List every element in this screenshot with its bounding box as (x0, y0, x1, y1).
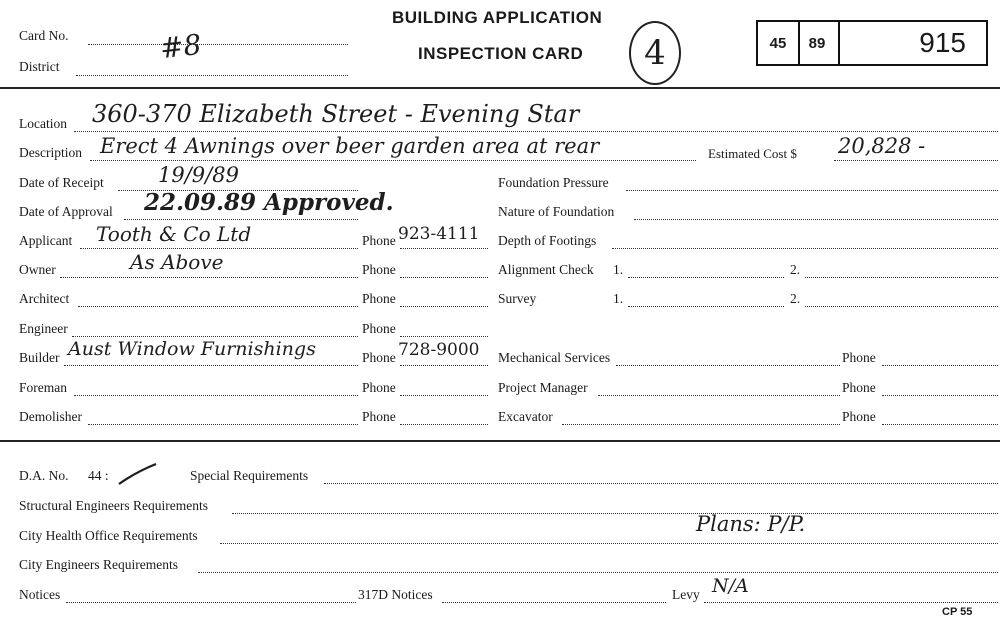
structural-label: Structural Engineers Requirements (19, 498, 208, 513)
applicant-phone-label: Phone (362, 233, 396, 248)
da-no-label: D.A. No. (19, 468, 69, 483)
excavator-phone-label: Phone (842, 409, 876, 424)
alignment-check-2: 2. (790, 262, 801, 277)
alignment-check-1: 1. (613, 262, 624, 277)
project-manager-label: Project Manager (498, 380, 588, 395)
engineer-label: Engineer (19, 321, 68, 336)
alignment-check-2-line (805, 277, 998, 278)
architect-line (78, 306, 358, 307)
location-value: 360-370 Elizabeth Street - Evening Star (92, 100, 580, 128)
number-box-1: 45 (756, 20, 800, 66)
da-no-value: 44 : (88, 468, 109, 483)
description-line (90, 160, 696, 161)
estimated-cost-label: Estimated Cost $ (708, 146, 797, 161)
engineer-phone-line (400, 336, 488, 337)
nature-foundation-line (634, 219, 998, 220)
levy-line (704, 602, 998, 603)
builder-phone-line (400, 365, 488, 366)
excavator-phone-line (882, 424, 998, 425)
foreman-label: Foreman (19, 380, 67, 395)
demolisher-label: Demolisher (19, 409, 82, 424)
mechanical-label: Mechanical Services (498, 350, 611, 365)
nature-foundation-label: Nature of Foundation (498, 204, 615, 219)
architect-label: Architect (19, 291, 70, 306)
special-requirements-label: Special Requirements (190, 468, 309, 483)
depth-footings-line (612, 248, 998, 249)
city-engineers-line (198, 572, 998, 573)
health-line (220, 543, 998, 544)
form-title-line2: INSPECTION CARD (418, 44, 584, 63)
excavator-label: Excavator (498, 409, 553, 424)
mechanical-line (616, 365, 840, 366)
alignment-check-1-line (628, 277, 784, 278)
builder-phone-label: Phone (362, 350, 396, 365)
estimated-cost-value: 20,828 - (838, 134, 926, 158)
estimated-cost-line (834, 160, 998, 161)
levy-label: Levy (672, 587, 700, 602)
applicant-value: Tooth & Co Ltd (96, 222, 252, 246)
demolisher-phone-line (400, 424, 488, 425)
owner-line (60, 277, 358, 278)
notices-line (66, 602, 356, 603)
foreman-phone-line (400, 395, 488, 396)
notices-317d-label: 317D Notices (358, 587, 433, 602)
district-line (76, 75, 348, 76)
approval-line (124, 219, 358, 220)
foreman-line (74, 395, 358, 396)
survey-2: 2. (790, 291, 801, 306)
project-manager-phone-line (882, 395, 998, 396)
structural-line (232, 513, 998, 514)
circled-number-value: 4 (644, 33, 666, 73)
builder-label: Builder (19, 350, 60, 365)
approval-value: 22.09.89 Approved. (144, 189, 394, 216)
architect-phone-line (400, 306, 488, 307)
project-manager-phone-label: Phone (842, 380, 876, 395)
receipt-value: 19/9/89 (158, 163, 239, 187)
builder-value: Aust Window Furnishings (68, 338, 316, 360)
circled-number (629, 21, 681, 85)
form-title-line1: BUILDING APPLICATION (392, 8, 603, 27)
survey-1: 1. (613, 291, 624, 306)
owner-phone-label: Phone (362, 262, 396, 277)
mechanical-phone-line (882, 365, 998, 366)
top-rule (0, 87, 1000, 89)
owner-value: As Above (130, 250, 224, 274)
card-no-value: #8 (158, 27, 203, 66)
notices-label: Notices (19, 587, 61, 602)
middle-rule (0, 440, 1000, 442)
demolisher-phone-label: Phone (362, 409, 396, 424)
applicant-phone-value: 923-4111 (398, 224, 480, 244)
engineer-line (72, 336, 358, 337)
notices-317d-line (442, 602, 666, 603)
builder-line (64, 365, 358, 366)
foreman-phone-label: Phone (362, 380, 396, 395)
number-box-3 (838, 20, 988, 66)
number-box-2: 89 (796, 20, 840, 66)
special-requirements-line (324, 483, 998, 484)
excavator-line (562, 424, 840, 425)
alignment-check-label: Alignment Check (498, 262, 594, 277)
survey-1-line (628, 306, 784, 307)
location-label: Location (19, 116, 67, 131)
form-code: CP 55 (942, 606, 973, 618)
survey-2-line (805, 306, 998, 307)
levy-value: N/A (712, 575, 749, 597)
health-label: City Health Office Requirements (19, 528, 198, 543)
receipt-label: Date of Receipt (19, 175, 104, 190)
applicant-line (80, 248, 358, 249)
mechanical-phone-label: Phone (842, 350, 876, 365)
foundation-pressure-label: Foundation Pressure (498, 175, 609, 190)
project-manager-line (598, 395, 840, 396)
district-label: District (19, 59, 60, 74)
description-label: Description (19, 145, 82, 160)
da-no-tick-mark (116, 460, 160, 488)
location-line (74, 131, 998, 132)
applicant-label: Applicant (19, 233, 73, 248)
description-value: Erect 4 Awnings over beer garden area at rear (100, 134, 600, 158)
number-box-3-value: 915 (919, 27, 966, 58)
owner-phone-line (400, 277, 488, 278)
approval-label: Date of Approval (19, 204, 113, 219)
foundation-pressure-line (626, 190, 998, 191)
city-engineers-label: City Engineers Requirements (19, 557, 178, 572)
demolisher-line (88, 424, 358, 425)
health-value: Plans: P/P. (696, 512, 806, 536)
engineer-phone-label: Phone (362, 321, 396, 336)
builder-phone-value: 728-9000 (398, 340, 480, 360)
card-no-line (88, 44, 348, 45)
applicant-phone-line (400, 248, 488, 249)
depth-footings-label: Depth of Footings (498, 233, 597, 248)
card-no-label: Card No. (19, 28, 69, 43)
architect-phone-label: Phone (362, 291, 396, 306)
owner-label: Owner (19, 262, 56, 277)
survey-label: Survey (498, 291, 537, 306)
